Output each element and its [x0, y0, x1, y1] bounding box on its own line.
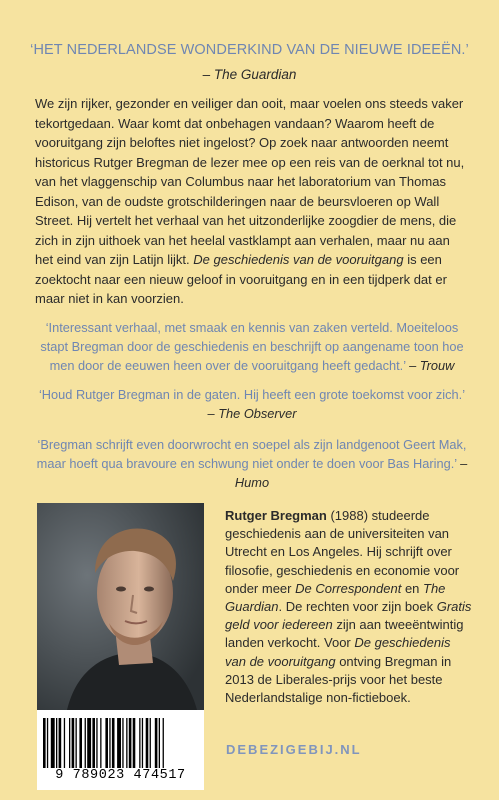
- barcode-bar: [43, 718, 46, 768]
- barcode-bar: [85, 718, 86, 768]
- review-dash: –: [456, 456, 468, 472]
- bio-text: ontving Bregman in 2013 de Liberales-prijs voor het beste Nederlandstalige non-fictieboek.: [225, 653, 452, 706]
- description-book-title: De geschiedenis van de vooruitgang: [193, 252, 404, 267]
- bio-italic: De geschiedenis van de vooruitgang: [225, 635, 451, 669]
- barcode-bar: [69, 718, 70, 768]
- review-dash: –: [207, 406, 219, 422]
- barcode-bar: [150, 718, 151, 768]
- isbn-barcode: [37, 710, 204, 790]
- barcode-bar: [159, 718, 160, 768]
- attribution-source: The Guardian: [213, 67, 297, 82]
- barcode-bar: [47, 718, 48, 768]
- author-photo: [37, 503, 204, 710]
- barcode-bar: [122, 718, 123, 768]
- barcode-bar: [112, 718, 115, 768]
- review-quote-trouw: [32, 318, 472, 376]
- barcode-bar: [64, 718, 65, 768]
- bio-text: en: [401, 580, 424, 596]
- review-source: The Observer: [218, 406, 297, 422]
- barcode-bar: [139, 718, 140, 768]
- review-quote-humo: [32, 435, 472, 493]
- review-source: Trouw: [419, 358, 455, 374]
- barcode-bar: [76, 718, 77, 768]
- barcode-bars: [43, 718, 198, 768]
- review-text: ‘Houd Rutger Bregman in de gaten. Hij heeft een grote toekomst voor zich.’: [38, 387, 466, 402]
- barcode-bar: [146, 718, 149, 768]
- barcode-bar: [163, 718, 164, 768]
- top-quote-attribution: [0, 67, 499, 82]
- publisher-url[interactable]: DEBEZIGEBIJ.NL: [226, 742, 362, 757]
- barcode-bar: [59, 718, 62, 768]
- bio-text: zijn aan tweeëntwintig landen verkocht. Voor: [225, 617, 464, 651]
- book-description: [35, 94, 465, 309]
- barcode-bar: [142, 718, 143, 768]
- barcode-bar: [133, 718, 136, 768]
- barcode-bar: [117, 718, 121, 768]
- bio-text: . De rechten voor zijn boek: [278, 599, 437, 615]
- review-dash: –: [405, 358, 420, 374]
- barcode-bar: [56, 718, 57, 768]
- attribution-dash: –: [202, 67, 214, 82]
- barcode-bar: [105, 718, 108, 768]
- description-part-2: is een zoektocht naar een nieuw geloof in vooruitgang en in een tijdperk dat er maar niet in kan voorzien.: [35, 252, 447, 306]
- review-quote-observer: [32, 385, 472, 423]
- top-quote: ‘HET NEDERLANDSE WONDERKIND VAN DE NIEUWE IDEEËN.’: [30, 42, 469, 58]
- author-bio: [225, 507, 475, 707]
- barcode-bar: [109, 718, 110, 768]
- barcode-bar: [126, 718, 127, 768]
- review-source: Humo: [234, 475, 270, 491]
- barcode-bar: [155, 718, 158, 768]
- bio-text: (1988) studeerde geschiedenis aan de universiteiten van Utrecht en Los Angeles. Hij schrijft over filosofie, geschiedenis en economie voor onder meer: [225, 508, 460, 596]
- bio-italic: The Guardian: [225, 580, 446, 615]
- barcode-bar: [100, 718, 101, 768]
- author-portrait-image: [37, 503, 204, 710]
- barcode-bar: [96, 718, 97, 768]
- review-text: ‘Bregman schrijft even doorwrocht en soepel als zijn landgenoot Geert Mak, maar hoeft qua bravoure en schwung niet onder te doen voor Bas Haring.’: [36, 437, 467, 472]
- bio-italic: Gratis geld voor iedereen: [225, 599, 472, 633]
- bio-italic: De Correspondent: [295, 580, 402, 596]
- description-part-1: We zijn rijker, gezonder en veiliger dan ooit, maar voelen ons steeds vaker tekortgedaan. Waar komt dat onbehagen vandaan? Waarom heeft de vooruitgang zijn beloftes niet ingelost? Op zoek naar antwoorden neemt historicus Rutger Bregman de lezer mee op een reis van de oerknal tot nu, van het vlaggenschip van Columbus naar het laboratorium van Thomas Edison, van de oudste grotschilderingen naar de beursvloeren op Wall Street. Hij vertelt het verhaal van het uitzonderlijke zoogdier de mens, die zich in zijn uithoek van het heelal vastklampt aan verhalen, maar nu aan het eind van zijn Latijn lijkt.: [35, 96, 465, 267]
- author-name: Rutger Bregman: [225, 508, 327, 523]
- barcode-bar: [79, 718, 82, 768]
- barcode-bar: [51, 718, 55, 768]
- isbn-number: 9 789023 474517: [55, 768, 186, 783]
- barcode-bar: [129, 718, 132, 768]
- review-text: ‘Interessant verhaal, met smaak en kennis van zaken verteld. Moeiteloos stapt Bregman door de geschiedenis en beschrijft op aangename toon hoe men door de eeuwen heen over de vooruitgang heeft gedacht.’: [40, 320, 464, 374]
- barcode-bar: [72, 718, 75, 768]
- barcode-bar: [87, 718, 91, 768]
- barcode-bar: [92, 718, 95, 768]
